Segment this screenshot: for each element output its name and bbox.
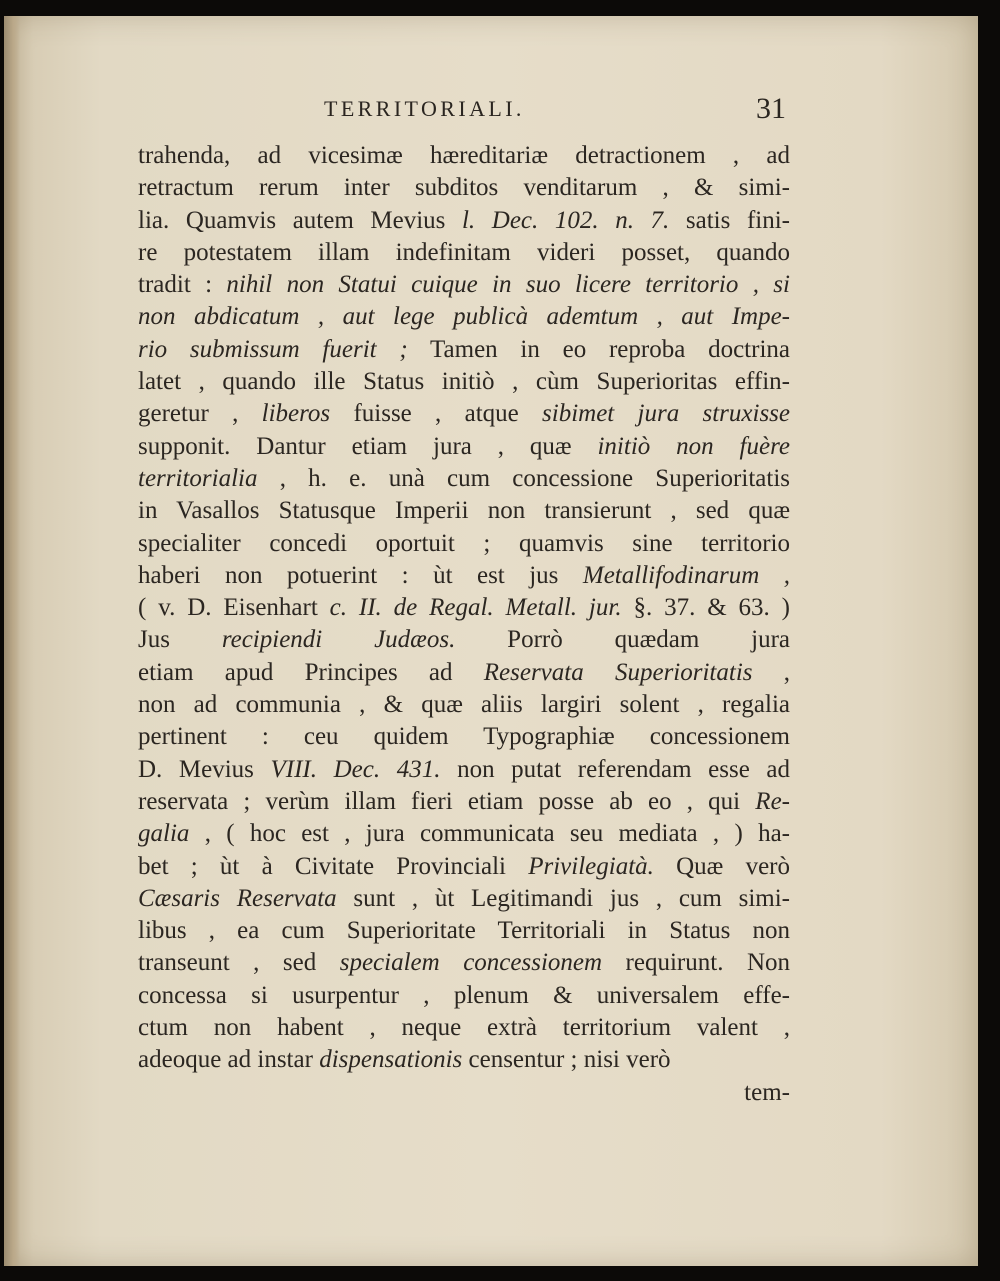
italic-text: initiò non fuère xyxy=(597,432,790,460)
text-line xyxy=(138,851,790,883)
roman-text: lia. Quamvis autem Mevius xyxy=(138,206,462,234)
roman-text: bet ; ùt à Civitate Provinciali xyxy=(138,852,529,880)
roman-text: ( v. D. Eisenhart xyxy=(138,594,330,622)
italic-text: Re- xyxy=(755,787,790,815)
text-line xyxy=(138,269,790,301)
italic-text: nihil non Statui cuique in suo licere territorio , si xyxy=(226,271,790,299)
roman-text: sunt , ùt Legitimandi jus , cum simi- xyxy=(336,884,790,912)
italic-text: VIII. Dec. 431. xyxy=(270,755,441,783)
roman-text: retractum rerum inter subditos venditarum , & simi- xyxy=(138,174,790,202)
text-line xyxy=(138,140,790,172)
text-line xyxy=(138,592,790,624)
text-line xyxy=(138,398,790,430)
text-line xyxy=(138,1012,790,1044)
roman-text: concessa si usurpentur , plenum & universalem effe- xyxy=(138,981,790,1009)
italic-text: non abdicatum , aut lege publicà ademtum , aut Impe- xyxy=(138,303,790,331)
italic-text: liberos xyxy=(261,400,331,428)
text-line xyxy=(138,786,790,818)
italic-text: l. Dec. 102. n. 7. xyxy=(461,206,670,234)
roman-text: haberi non potuerint : ùt est jus xyxy=(138,561,583,589)
italic-text: Metallifodinarum , xyxy=(582,561,790,589)
text-line xyxy=(138,883,790,915)
text-line xyxy=(138,915,790,947)
text-line xyxy=(138,495,790,527)
roman-text: adeoque ad instar xyxy=(138,1046,320,1074)
text-line xyxy=(138,528,790,560)
roman-text: §. 37. & 63. ) xyxy=(621,594,790,622)
text-line xyxy=(138,818,790,850)
roman-text: Porrò quædam jura xyxy=(455,626,791,654)
roman-text: pertinent : ceu quidem Typographiæ concessionem xyxy=(138,723,790,751)
text-line xyxy=(138,301,790,333)
roman-text: non putat referendam esse ad xyxy=(440,755,791,783)
roman-text: satis fini- xyxy=(669,206,790,234)
roman-text: transeunt , sed xyxy=(138,949,340,977)
roman-text: reservata ; verùm illam fieri etiam posse ab eo , qui xyxy=(138,787,756,815)
text-line xyxy=(138,721,790,753)
text-line xyxy=(138,1044,790,1076)
roman-text: Jus xyxy=(138,626,222,654)
text-line xyxy=(138,689,790,721)
roman-text: re potestatem illam indefinitam videri posset, quando xyxy=(138,238,790,266)
italic-text: Reservata Superioritatis xyxy=(483,658,753,686)
italic-text: Privilegiatà. xyxy=(528,852,654,880)
text-line xyxy=(138,172,790,204)
roman-text: geretur , xyxy=(138,400,262,428)
roman-text: etiam apud Principes ad xyxy=(138,658,484,686)
roman-text: D. Mevius xyxy=(138,755,271,783)
page-gutter-shadow xyxy=(4,16,20,1266)
body-text xyxy=(138,140,790,1109)
roman-text: ctum non habent , neque extrà territorium valent , xyxy=(138,1014,790,1042)
running-head xyxy=(4,86,978,130)
italic-text: territorialia xyxy=(138,464,258,492)
italic-text: rio submissum fuerit ; xyxy=(138,335,408,363)
page-number: 31 xyxy=(756,92,786,125)
roman-text: in Vasallos Statusque Imperii non transierunt , sed quæ xyxy=(138,497,790,525)
roman-text: libus , ea cum Superioritate Territoriali in Status non xyxy=(138,917,790,945)
roman-text: supponit. Dantur etiam jura , quæ xyxy=(138,432,598,460)
italic-text: c. II. de Regal. Metall. jur. xyxy=(329,594,622,622)
text-line xyxy=(138,237,790,269)
roman-text: fuisse , atque xyxy=(330,400,543,428)
text-line xyxy=(138,980,790,1012)
text-line xyxy=(138,334,790,366)
roman-text: , h. e. unà cum concessione Superioritatis xyxy=(257,464,790,492)
italic-text: recipiendi Judæos. xyxy=(221,626,456,654)
roman-text: specialiter concedi oportuit ; quamvis sine territorio xyxy=(138,529,790,557)
text-line xyxy=(138,657,790,689)
book-page xyxy=(4,16,978,1266)
running-title: TERRITORIALI. xyxy=(324,96,525,121)
roman-text: censentur ; nisi verò xyxy=(462,1046,671,1074)
roman-text: latet , quando ille Status initiò , cùm Superioritas effin- xyxy=(138,368,790,396)
text-line xyxy=(138,947,790,979)
catchword: tem- xyxy=(744,1078,790,1106)
roman-text: , ( hoc est , jura communicata seu mediata , ) ha- xyxy=(189,820,790,848)
text-line xyxy=(138,754,790,786)
italic-text: Cæsaris Reservata xyxy=(138,884,337,912)
text-line xyxy=(138,560,790,592)
italic-text: specialem concessionem xyxy=(339,949,603,977)
text-line xyxy=(138,366,790,398)
text-line xyxy=(138,624,790,656)
roman-text: Tamen in eo reproba doctrina xyxy=(407,335,790,363)
roman-text: Quæ verò xyxy=(653,852,791,880)
italic-text: sibimet jura struxisse xyxy=(542,400,790,428)
roman-text: tradit : xyxy=(138,271,227,299)
roman-text: non ad communia , & quæ aliis largiri solent , regalia xyxy=(138,691,790,719)
text-line xyxy=(138,463,790,495)
roman-text: requirunt. Non xyxy=(602,949,790,977)
text-line xyxy=(138,205,790,237)
text-line xyxy=(138,431,790,463)
italic-text: dispensationis xyxy=(319,1046,463,1074)
roman-text: , xyxy=(752,658,790,686)
roman-text: trahenda, ad vicesimæ hæreditariæ detractionem , ad xyxy=(138,142,790,169)
italic-text: galia xyxy=(138,820,190,848)
